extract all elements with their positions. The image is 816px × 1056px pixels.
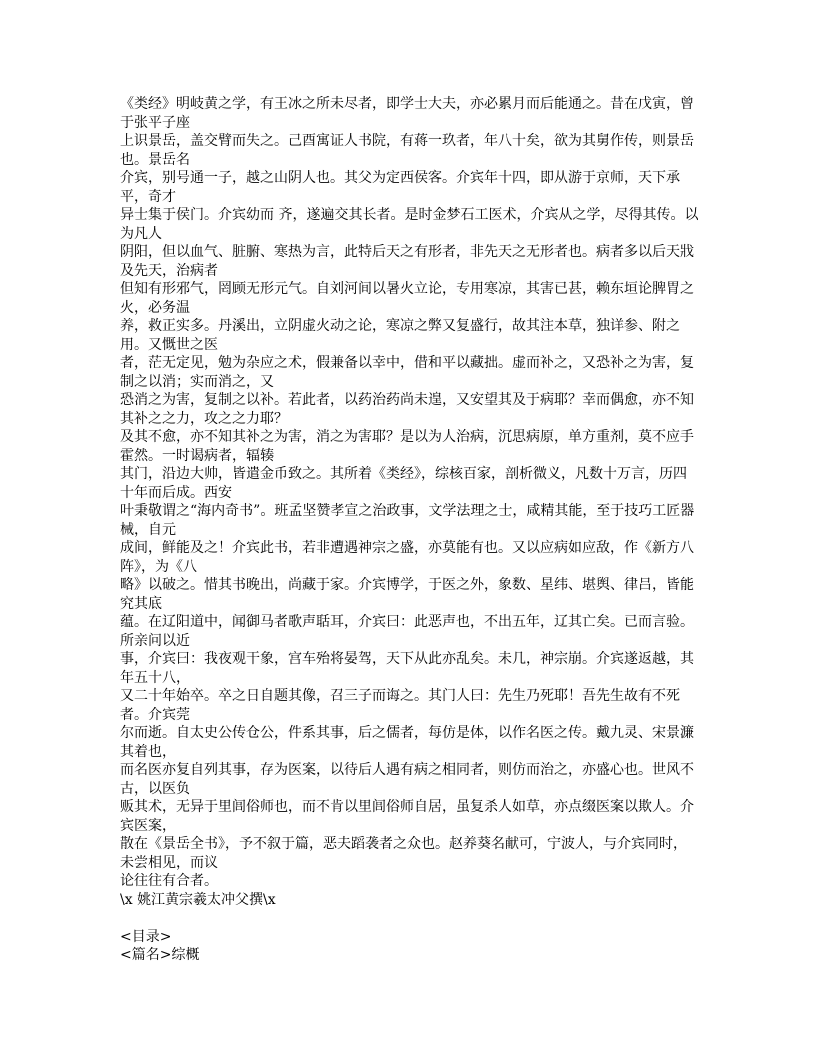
paragraph-line: 论往往有合者。: [120, 873, 218, 889]
author-attribution: \x 姚江黄宗羲太冲父撰\x: [120, 891, 276, 908]
paragraph-line: 者，茫无定见，勉为杂应之术，假兼备以幸中，借和平以藏拙。虚而补之，又恐补之为害，复制之以消；实而消之，又: [120, 355, 694, 390]
paragraph-line: 《类经》明岐黄之学，有王冰之所未尽者，即学士大夫，亦必累月而后能通之。昔在戊寅，曾于张平子座: [120, 96, 694, 131]
paragraph-line: 略》以破之。惜其书晚出，尚藏于家。介宾博学，于医之外，象数、星纬、堪舆、律吕，皆能究其底: [120, 577, 694, 612]
paragraph-line: 蕴。在辽阳道中，闻御马者歌声聒耳，介宾曰：此恶声也，不出五年，辽其亡矣。已而言验。所亲问以近: [120, 614, 694, 649]
paragraph-line: 成间，鲜能及之！介宾此书，若非遭遇神宗之盛，亦莫能有也。又以应病如应敌，作《新方八阵》，为《八: [120, 540, 694, 575]
paragraph-line: 尔而逝。自太史公传仓公，件系其事，后之儒者，每仿是体，以作名医之传。戴九灵、宋景濂其着也，: [120, 725, 694, 760]
paragraph-line: 贩其术，无异于里闾俗师也，而不肯以里闾俗师自居，虽复杀人如草，亦点缀医案以欺人。介宾医案，: [120, 799, 694, 834]
paragraph-line: 但知有形邪气，罔顾无形元气。自刘河间以暑火立论，专用寒凉，其害已甚，赖东垣论脾胃之火，必务温: [120, 281, 694, 316]
paragraph-line: 而名医亦复自列其事，存为医案，以待后人遇有病之相同者，则仿而治之，亦盛心也。世风不古，以医负: [120, 762, 694, 797]
paragraph-line: 养，救正实多。丹溪出，立阴虚火动之论，寒凉之弊又复盛行，故其注本草，独详参、附之用。又慨世之医: [120, 318, 680, 353]
document-body: [120, 95, 700, 965]
paragraph-line: 其门，沿边大帅，皆遣金币致之。其所着《类经》，综核百家，剖析微义，凡数十万言，历四十年而后成。西安: [120, 466, 687, 501]
blank-line: [120, 909, 700, 928]
toc-label: <目录>: [120, 928, 172, 945]
paragraph-line: 及其不愈，亦不知其补之为害，消之为害耶？是以为人治病，沉思病原，单方重剂，莫不应手霍然。一时谒病者，辐辏: [120, 429, 694, 464]
paragraph-line: 上识景岳，盖交臂而失之。己酉寓证人书院，有蒋一玖者，年八十矣，欲为其舅作传，则景岳也。景岳名: [120, 133, 694, 168]
section-title: <篇名>综概: [120, 947, 200, 963]
paragraph-line: 介宾，别号通一子，越之山阴人也。其父为定西侯客。介宾年十四，即从游于京师，天下承平，奇才: [120, 170, 680, 205]
paragraph-line: 散在《景岳全书》，予不叙于篇，恶夫蹈袭者之众也。赵养葵名献可，宁波人，与介宾同时，未尝相见，而议: [120, 836, 687, 871]
paragraph-line: 叶秉敬谓之“海内奇书”。班孟坚赞孝宣之治政事，文学法理之士，咸精其能，至于技巧工匠器械，自元: [120, 503, 695, 538]
paragraph-line: 又二十年始卒。卒之日自题其像，召三子而诲之。其门人曰：先生乃死耶！吾先生故有不死者。介宾莞: [120, 688, 680, 723]
paragraph-line: 阴阳，但以血气、脏腑、寒热为言，此特后天之有形者，非先天之无形者也。病者多以后天戕及先天，治病者: [120, 244, 694, 279]
paragraph-line: 异士集于侯门。介宾幼而 齐，遂遍交其长者。是时金梦石工医术，介宾从之学，尽得其传。以为凡人: [120, 207, 699, 242]
paragraph-line: 事，介宾曰：我夜观干象，宫车殆将晏驾，天下从此亦乱矣。未几，神宗崩。介宾遂返越，其年五十八，: [120, 651, 694, 686]
paragraph-line: 恐消之为害，复制之以补。若此者，以药治药尚未遑，又安望其及于病耶？幸而偶愈，亦不知其补之之力，攻之之力耶？: [120, 392, 694, 427]
